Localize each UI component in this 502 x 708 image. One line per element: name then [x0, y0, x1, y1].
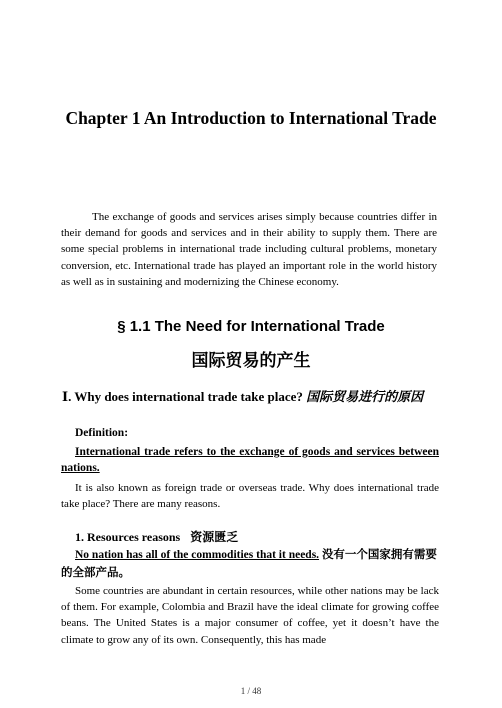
reason-emphasis-chinese: 没有一个国家拥有需要的全部产品。 [61, 549, 437, 579]
intro-paragraph: The exchange of goods and services arises simply because countries differ in their demand for goods and services and in their ability to supply them. There are some special problems in international trade including cultural problems, monetary conversion, etc. International trade has played an important role in the world history as well as in sustaining and modernizing the Chinese economy. [61, 211, 437, 288]
reason-emphasis-text: No nation has all of the commodities that it needs. [75, 549, 320, 561]
page-number: 1 / 48 [240, 686, 262, 696]
reason-body: Some countries are abundant in certain resources, while other nations may be lack of them. For example, Colombia and Brazil have the ideal climate for growing coffee beans. The United States is a major consumer of coffee, yet it doesn’t have the climate to grow any of its own. Consequently, this has made [61, 585, 439, 646]
reason-emphasis [61, 546, 439, 582]
chapter-title: Chapter 1 An Introduction to International Trade [65, 108, 437, 128]
reason-heading [75, 528, 238, 545]
question-heading [62, 388, 440, 406]
definition-label: Definition: [75, 427, 129, 439]
definition-text: International trade refers to the exchange of goods and services between nations. [61, 446, 439, 474]
question-heading-chinese: 国际贸易进行的原因 [306, 389, 424, 404]
section-title: § 1.1 The Need for International Trade [117, 318, 385, 335]
section-title-chinese: 国际贸易的产生 [191, 351, 311, 370]
definition-elaboration: It is also known as foreign trade or overseas trade. Why does international trade take place? There are many reasons. [61, 482, 439, 511]
reason-heading-text: 1. Resources reasons [75, 530, 181, 544]
reason-heading-chinese: 资源匮乏 [190, 530, 239, 544]
question-heading-text: Ⅰ. Why does international trade take place? [62, 389, 303, 404]
